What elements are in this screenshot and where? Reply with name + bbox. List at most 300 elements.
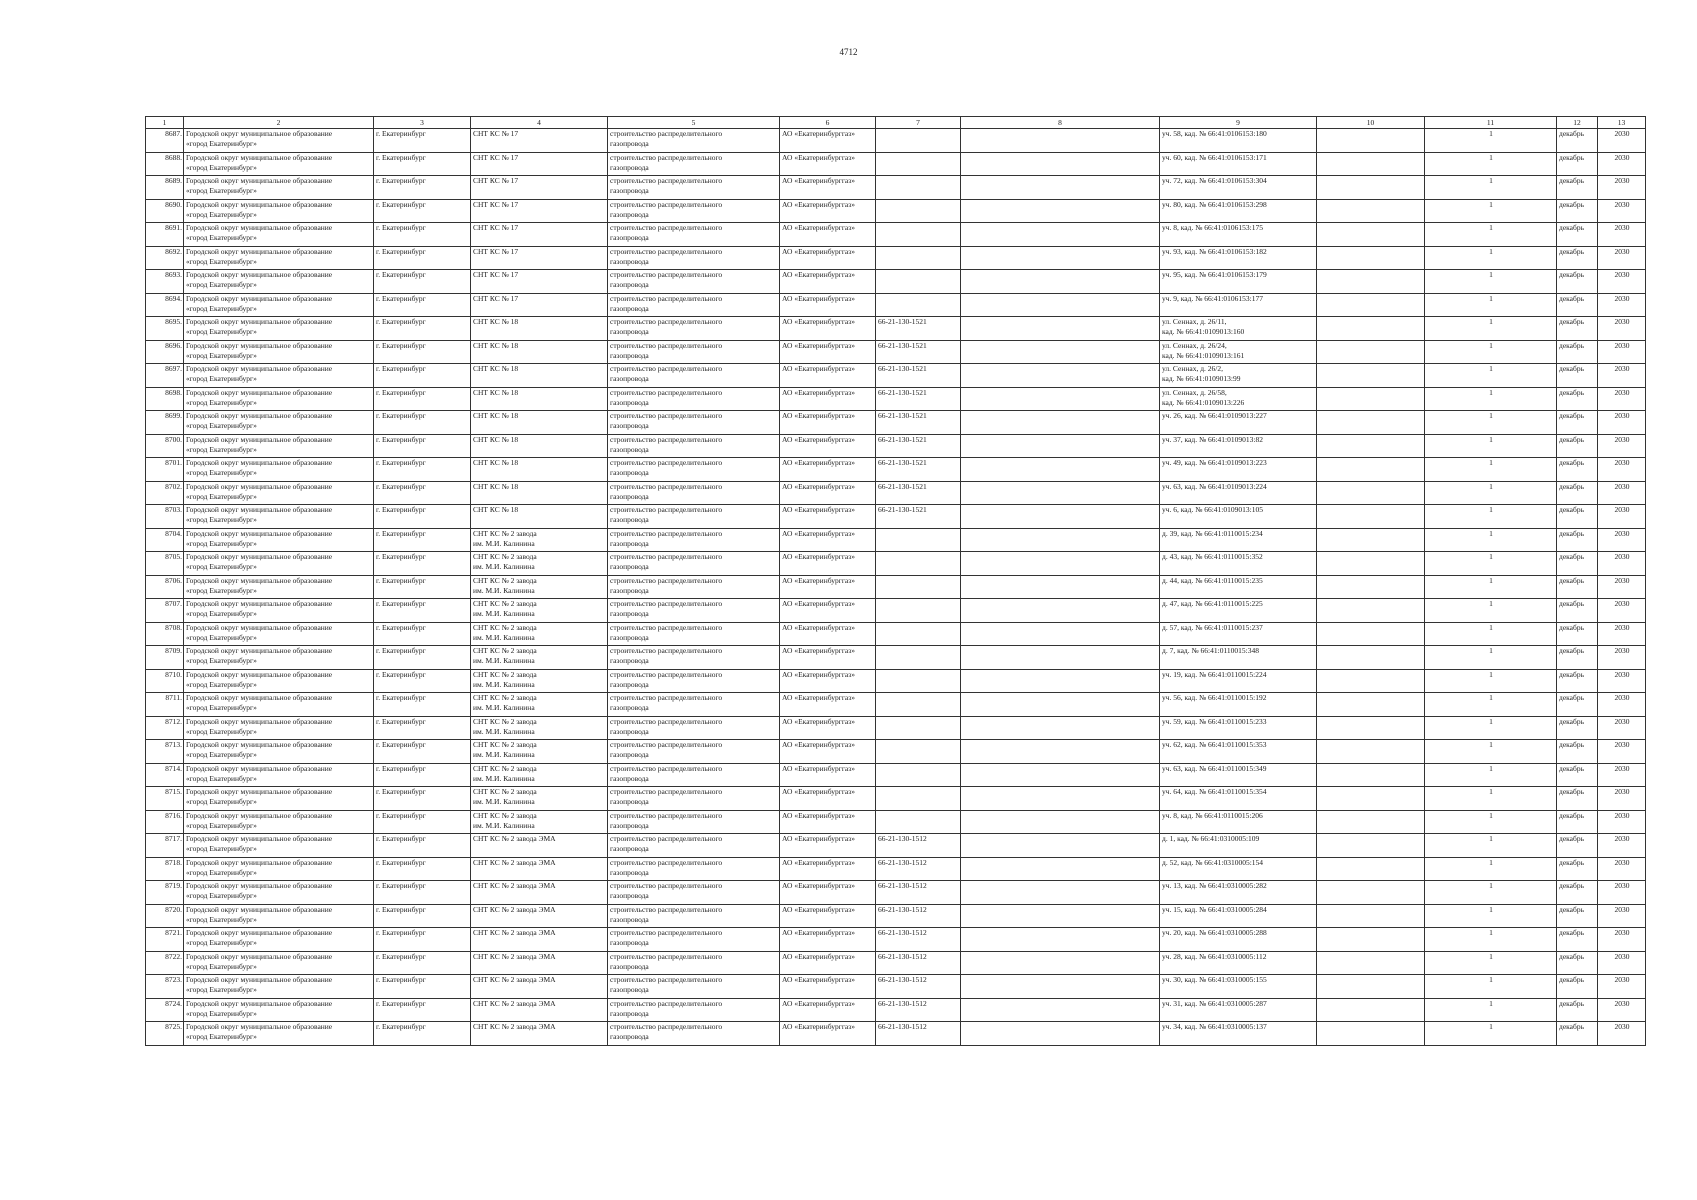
place-cell [471,787,608,811]
organization-cell: АО «Екатеринбурггаз» [780,129,876,153]
work-type-line: строительство распределительного [610,857,723,867]
organization-cell: АО «Екатеринбурггаз» [780,622,876,646]
column-number-cell: 6 [780,117,876,129]
owner-line: «город Екатеринбург» [186,656,257,665]
owner-line: «город Екатеринбург» [186,891,257,900]
owner-line: «город Екатеринбург» [186,914,257,924]
registry-code-cell [876,223,961,247]
year-cell: 2030 [1598,599,1646,623]
address-line: д. 57, кад. № 66:41:0110015:237 [1162,622,1263,632]
owner-line: Городской округ муниципальное образование [186,904,333,914]
place-line: СНТ КС № 2 завода [473,528,537,538]
table-row [146,787,1646,811]
place-cell [471,528,608,552]
city-cell: г. Екатеринбург [374,505,471,529]
place-line: СНТ КС № 17 [473,152,519,162]
work-type-line: газопровода [610,538,649,548]
column-10-cell [1317,857,1425,881]
registry-code-cell: 66-21-130-1521 [876,364,961,388]
month-cell: декабрь [1557,763,1598,787]
work-type-cell [608,364,780,388]
owner-line: Городской округ муниципальное образование [186,669,333,679]
page-number: 4712 [839,47,858,57]
registry-code-cell [876,740,961,764]
place-cell [471,223,608,247]
owner-line: «город Екатеринбург» [186,938,257,947]
month-cell: декабрь [1557,716,1598,740]
row-number-cell: 8692. [146,246,184,270]
owner-line: «город Екатеринбург» [186,773,257,783]
table-row [146,669,1646,693]
year-cell: 2030 [1598,928,1646,952]
work-type-line: строительство распределительного [610,176,723,185]
work-type-line: строительство распределительного [610,458,723,467]
column-8-cell [961,129,1160,153]
row-number-cell: 8703. [146,505,184,529]
address-cell [1160,575,1317,599]
owner-line: «город Екатеринбург» [186,609,257,618]
month-cell: декабрь [1557,152,1598,176]
work-type-cell [608,270,780,294]
quantity-cell: 1 [1425,599,1557,623]
row-number-cell: 8695. [146,317,184,341]
address-line: уч. 63, кад. № 66:41:0110015:349 [1162,763,1267,773]
organization-cell: АО «Екатеринбурггаз» [780,387,876,411]
place-cell [471,270,608,294]
owner-line: «город Екатеринбург» [186,444,257,454]
row-number-cell: 8709. [146,646,184,670]
city-cell: г. Екатеринбург [374,199,471,223]
work-type-line: газопровода [610,820,649,830]
registry-code-cell: 66-21-130-1512 [876,975,961,999]
organization-cell: АО «Екатеринбурггаз» [780,904,876,928]
work-type-line: газопровода [610,327,649,336]
place-line: им. М.И. Калинина [473,632,535,642]
table-row [146,270,1646,294]
quantity-cell: 1 [1425,293,1557,317]
address-cell [1160,669,1317,693]
column-10-cell [1317,716,1425,740]
city-cell: г. Екатеринбург [374,1022,471,1046]
place-cell [471,458,608,482]
work-type-line: строительство распределительного [610,223,723,232]
place-cell [471,763,608,787]
work-type-cell [608,505,780,529]
owner-line: «город Екатеринбург» [186,421,257,430]
row-number-cell: 8718. [146,857,184,881]
registry-code-cell: 66-21-130-1512 [876,928,961,952]
work-type-line: газопровода [610,797,649,806]
work-type-cell [608,998,780,1022]
work-type-line: строительство распределительного [610,622,723,632]
month-cell: декабрь [1557,998,1598,1022]
column-8-cell [961,857,1160,881]
place-cell [471,834,608,858]
work-type-cell [608,622,780,646]
place-line: СНТ КС № 2 завода ЭМА [473,1022,556,1031]
work-type-line: газопровода [610,1032,649,1041]
organization-cell: АО «Екатеринбурггаз» [780,411,876,435]
city-cell: г. Екатеринбург [374,646,471,670]
address-line: кад. № 66:41:0109013:161 [1162,350,1245,360]
work-type-cell [608,857,780,881]
work-type-line: газопровода [610,891,649,900]
column-8-cell [961,646,1160,670]
table-row [146,716,1646,740]
quantity-cell: 1 [1425,810,1557,834]
column-10-cell [1317,998,1425,1022]
year-cell: 2030 [1598,340,1646,364]
row-number-cell: 8722. [146,951,184,975]
work-type-line: газопровода [610,303,649,313]
city-cell: г. Екатеринбург [374,387,471,411]
column-8-cell [961,622,1160,646]
place-line: им. М.И. Калинина [473,820,535,830]
work-type-cell [608,176,780,200]
column-8-cell [961,505,1160,529]
work-type-cell [608,928,780,952]
owner-line: «город Екатеринбург» [186,186,257,195]
quantity-cell: 1 [1425,951,1557,975]
address-cell [1160,998,1317,1022]
quantity-cell: 1 [1425,787,1557,811]
city-cell: г. Екатеринбург [374,411,471,435]
year-cell: 2030 [1598,481,1646,505]
month-cell: декабрь [1557,693,1598,717]
table-row [146,481,1646,505]
work-type-line: газопровода [610,750,649,759]
city-cell: г. Екатеринбург [374,293,471,317]
work-type-line: строительство распределительного [610,810,723,820]
row-number-cell: 8690. [146,199,184,223]
work-type-line: строительство распределительного [610,669,723,679]
organization-cell: АО «Екатеринбурггаз» [780,340,876,364]
quantity-cell: 1 [1425,364,1557,388]
owner-line: Городской округ муниципальное образование [186,857,333,867]
owner-line: «город Екатеринбург» [186,491,257,501]
column-10-cell [1317,881,1425,905]
row-number-cell: 8697. [146,364,184,388]
column-10-cell [1317,246,1425,270]
organization-cell: АО «Екатеринбурггаз» [780,693,876,717]
place-line: СНТ КС № 2 завода ЭМА [473,834,556,843]
work-type-line: газопровода [610,491,649,501]
work-type-line: строительство распределительного [610,951,723,961]
month-cell: декабрь [1557,505,1598,529]
work-type-cell [608,834,780,858]
owner-line: Городской округ муниципальное образование [186,646,333,655]
owner-line: «город Екатеринбург» [186,820,257,830]
month-cell: декабрь [1557,223,1598,247]
owner-cell [184,693,374,717]
column-8-cell [961,317,1160,341]
year-cell: 2030 [1598,669,1646,693]
owner-cell [184,740,374,764]
work-type-line: строительство распределительного [610,129,723,138]
row-number-cell: 8701. [146,458,184,482]
owner-line: Городской округ муниципальное образование [186,787,333,796]
registry-code-cell [876,716,961,740]
column-10-cell [1317,975,1425,999]
address-line: уч. 9, кад. № 66:41:0106153:177 [1162,293,1263,303]
column-10-cell [1317,340,1425,364]
city-cell: г. Екатеринбург [374,176,471,200]
address-cell [1160,387,1317,411]
row-number-cell: 8700. [146,434,184,458]
work-type-line: строительство распределительного [610,270,723,279]
owner-line: Городской округ муниципальное образование [186,552,333,561]
column-10-cell [1317,740,1425,764]
work-type-cell [608,458,780,482]
work-type-line: газопровода [610,1008,649,1018]
registry-code-cell: 66-21-130-1512 [876,857,961,881]
owner-line: «город Екатеринбург» [186,562,257,571]
column-10-cell [1317,1022,1425,1046]
owner-cell [184,505,374,529]
address-cell [1160,716,1317,740]
table-row [146,810,1646,834]
address-line: д. 1, кад. № 66:41:0310005:109 [1162,834,1260,843]
place-line: СНТ КС № 2 завода [473,716,537,726]
row-number-cell: 8687. [146,129,184,153]
place-cell [471,364,608,388]
organization-cell: АО «Екатеринбурггаз» [780,575,876,599]
month-cell: декабрь [1557,317,1598,341]
work-type-line: строительство распределительного [610,152,723,162]
organization-cell: АО «Екатеринбурггаз» [780,763,876,787]
address-line: уч. 28, кад. № 66:41:0310005:112 [1162,951,1267,961]
place-cell [471,810,608,834]
work-type-cell [608,387,780,411]
registry-code-cell: 66-21-130-1521 [876,387,961,411]
owner-line: Городской округ муниципальное образование [186,199,333,209]
column-10-cell [1317,575,1425,599]
organization-cell: АО «Екатеринбурггаз» [780,998,876,1022]
address-cell [1160,763,1317,787]
work-type-line: строительство распределительного [610,881,723,890]
organization-cell: АО «Екатеринбурггаз» [780,199,876,223]
table-row [146,129,1646,153]
table-row [146,622,1646,646]
quantity-cell: 1 [1425,740,1557,764]
row-number-cell: 8705. [146,552,184,576]
address-cell [1160,152,1317,176]
place-cell [471,317,608,341]
place-line: им. М.И. Калинина [473,538,535,548]
owner-line: Городской округ муниципальное образование [186,881,333,890]
registry-code-cell [876,199,961,223]
work-type-cell [608,881,780,905]
year-cell: 2030 [1598,129,1646,153]
owner-line: «город Екатеринбург» [186,139,257,148]
row-number-cell: 8723. [146,975,184,999]
column-10-cell [1317,270,1425,294]
owner-line: «город Екатеринбург» [186,327,257,336]
owner-line: «город Екатеринбург» [186,256,257,266]
row-number-cell: 8717. [146,834,184,858]
owner-line: Городской округ муниципальное образование [186,928,333,937]
work-type-line: газопровода [610,562,649,571]
owner-cell [184,481,374,505]
row-number-cell: 8715. [146,787,184,811]
registry-code-cell: 66-21-130-1512 [876,998,961,1022]
city-cell: г. Екатеринбург [374,270,471,294]
owner-cell [184,223,374,247]
year-cell: 2030 [1598,364,1646,388]
place-line: им. М.И. Калинина [473,679,535,689]
work-type-cell [608,552,780,576]
table-row [146,176,1646,200]
column-10-cell [1317,434,1425,458]
work-type-cell [608,810,780,834]
work-type-cell [608,317,780,341]
work-type-cell [608,340,780,364]
place-line: им. М.И. Калинина [473,562,535,571]
owner-line: Городской округ муниципальное образование [186,716,333,726]
owner-cell [184,552,374,576]
place-line: СНТ КС № 2 завода [473,693,537,702]
organization-cell: АО «Екатеринбурггаз» [780,505,876,529]
column-8-cell [961,411,1160,435]
quantity-cell: 1 [1425,552,1557,576]
column-number-cell: 1 [146,117,184,129]
column-8-cell [961,552,1160,576]
address-line: ул. Сеннах, д. 26/11, [1162,317,1227,326]
year-cell: 2030 [1598,411,1646,435]
column-8-cell [961,340,1160,364]
owner-line: «город Екатеринбург» [186,374,257,383]
owner-line: «город Екатеринбург» [186,280,257,289]
city-cell: г. Екатеринбург [374,928,471,952]
row-number-cell: 8693. [146,270,184,294]
table-row [146,881,1646,905]
place-cell [471,293,608,317]
owner-line: «город Екатеринбург» [186,585,257,595]
place-line: СНТ КС № 17 [473,293,519,303]
column-10-cell [1317,951,1425,975]
work-type-line: строительство распределительного [610,246,723,256]
column-10-cell [1317,481,1425,505]
month-cell: декабрь [1557,552,1598,576]
address-cell [1160,270,1317,294]
place-cell [471,693,608,717]
table-row [146,387,1646,411]
registry-code-cell: 66-21-130-1521 [876,411,961,435]
column-8-cell [961,951,1160,975]
month-cell: декабрь [1557,599,1598,623]
address-cell [1160,928,1317,952]
owner-line: «город Екатеринбург» [186,162,257,172]
place-cell [471,481,608,505]
owner-line: Городской округ муниципальное образование [186,340,333,350]
year-cell: 2030 [1598,387,1646,411]
year-cell: 2030 [1598,223,1646,247]
work-type-cell [608,763,780,787]
registry-code-cell: 66-21-130-1521 [876,481,961,505]
place-line: СНТ КС № 2 завода ЭМА [473,904,556,914]
month-cell: декабрь [1557,434,1598,458]
registry-code-cell [876,129,961,153]
owner-line: «город Екатеринбург» [186,397,257,407]
work-type-cell [608,434,780,458]
month-cell: декабрь [1557,669,1598,693]
row-number-cell: 8706. [146,575,184,599]
quantity-cell: 1 [1425,129,1557,153]
owner-cell [184,928,374,952]
table-row [146,740,1646,764]
year-cell: 2030 [1598,834,1646,858]
table-row [146,528,1646,552]
quantity-cell: 1 [1425,763,1557,787]
work-type-cell [608,481,780,505]
owner-line: «город Екатеринбург» [186,961,257,971]
work-type-cell [608,716,780,740]
work-type-line: строительство распределительного [610,693,723,702]
work-type-line: строительство распределительного [610,763,723,773]
column-8-cell [961,693,1160,717]
row-number-cell: 8712. [146,716,184,740]
place-line: СНТ КС № 2 завода [473,599,537,608]
place-cell [471,904,608,928]
place-cell [471,740,608,764]
work-type-line: газопровода [610,139,649,148]
work-type-line: газопровода [610,280,649,289]
row-number-cell: 8704. [146,528,184,552]
place-cell [471,129,608,153]
address-cell [1160,458,1317,482]
month-cell: декабрь [1557,293,1598,317]
column-10-cell [1317,176,1425,200]
organization-cell: АО «Екатеринбурггаз» [780,481,876,505]
city-cell: г. Екатеринбург [374,552,471,576]
column-10-cell [1317,129,1425,153]
registry-code-cell [876,270,961,294]
year-cell: 2030 [1598,998,1646,1022]
owner-line: Городской округ муниципальное образование [186,176,333,185]
organization-cell: АО «Екатеринбурггаз» [780,787,876,811]
work-type-line: строительство распределительного [610,904,723,914]
place-line: СНТ КС № 2 завода [473,740,537,749]
place-line: СНТ КС № 18 [473,411,519,420]
owner-line: Городской округ муниципальное образование [186,575,333,585]
work-type-line: строительство распределительного [610,787,723,796]
owner-line: «город Екатеринбург» [186,303,257,313]
work-type-line: строительство распределительного [610,317,723,326]
address-line: уч. 8, кад. № 66:41:0110015:206 [1162,810,1263,820]
owner-line: Городской округ муниципальное образование [186,505,333,514]
address-cell [1160,528,1317,552]
address-line: уч. 34, кад. № 66:41:0310005:137 [1162,1022,1267,1031]
work-type-line: строительство распределительного [610,505,723,514]
column-10-cell [1317,599,1425,623]
address-cell [1160,246,1317,270]
place-cell [471,575,608,599]
place-cell [471,716,608,740]
owner-line: «город Екатеринбург» [186,985,257,994]
place-cell [471,998,608,1022]
column-8-cell [961,904,1160,928]
owner-line: Городской округ муниципальное образование [186,528,333,538]
quantity-cell: 1 [1425,881,1557,905]
place-cell [471,434,608,458]
work-type-line: строительство распределительного [610,293,723,303]
quantity-cell: 1 [1425,928,1557,952]
row-number-cell: 8707. [146,599,184,623]
owner-cell [184,763,374,787]
work-type-line: газопровода [610,515,649,524]
quantity-cell: 1 [1425,975,1557,999]
work-type-line: газопровода [610,209,649,219]
